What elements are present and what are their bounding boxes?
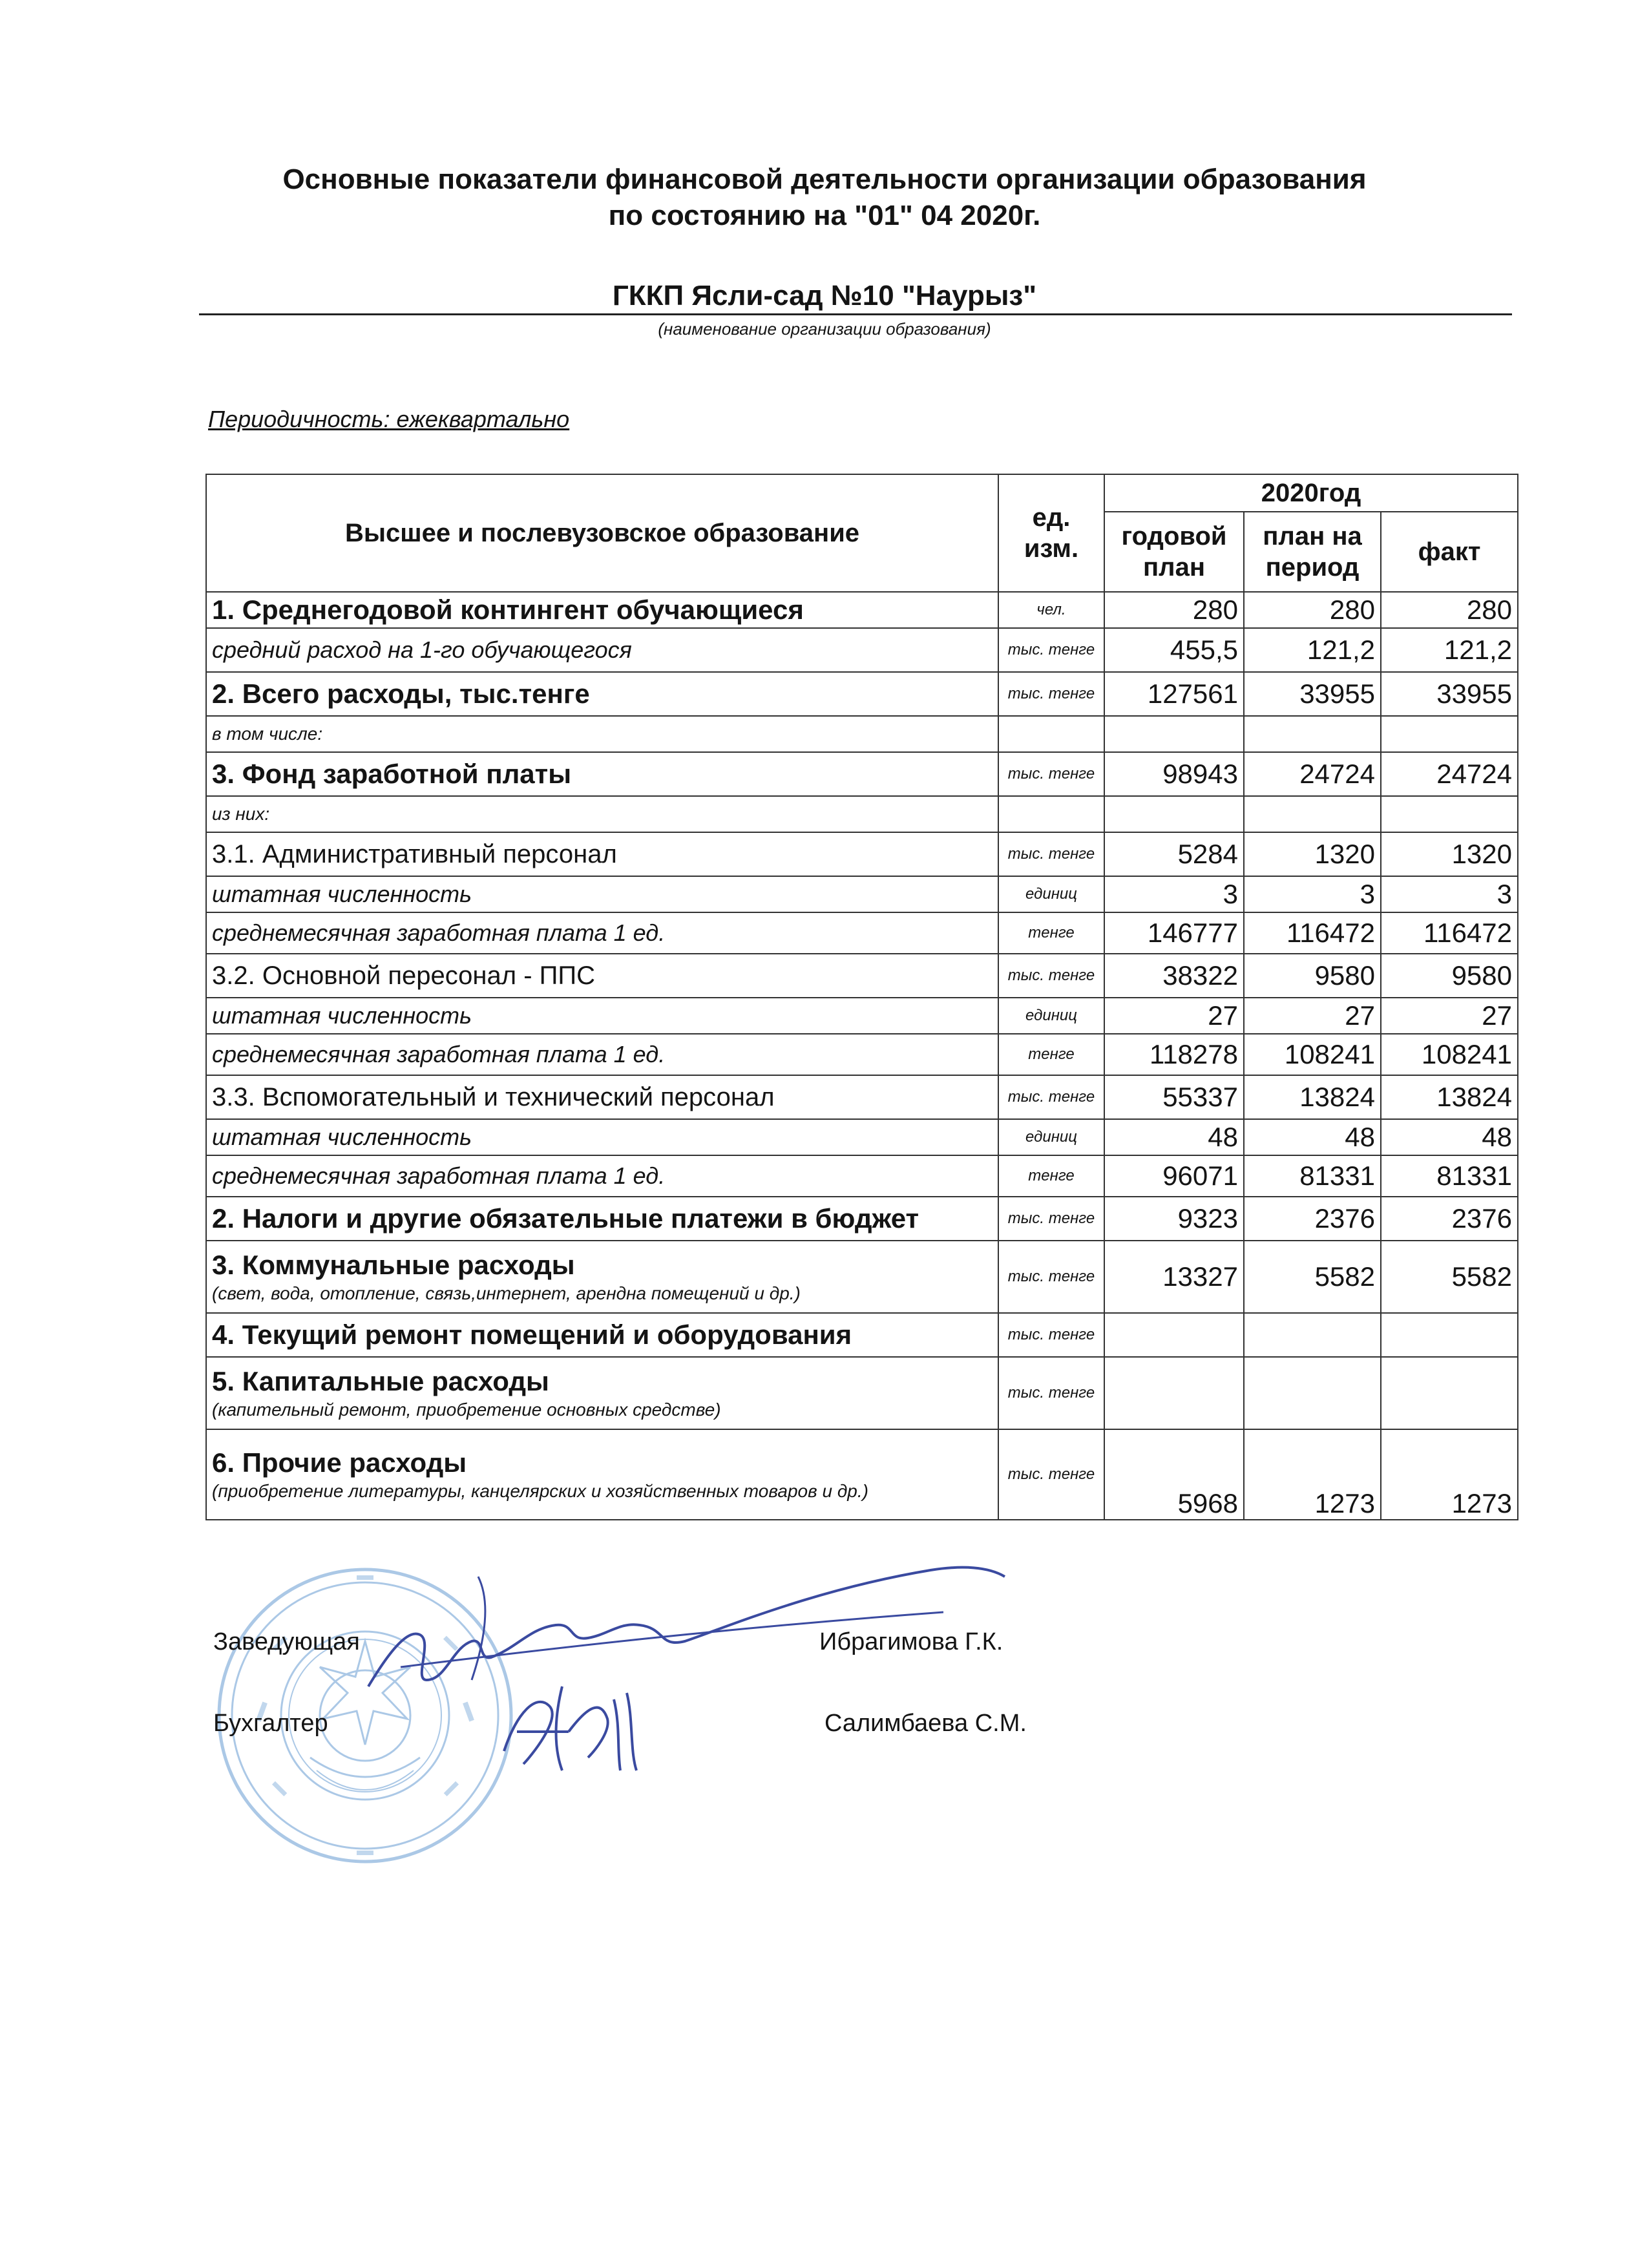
row-value-period xyxy=(1244,716,1381,752)
row-sublabel: (приобретение литературы, канцелярских и хозяйственных товаров и др.) xyxy=(212,1481,868,1501)
row-value-period: 3 xyxy=(1244,876,1381,912)
row-value-plan: 280 xyxy=(1104,592,1244,628)
row-value-period xyxy=(1244,796,1381,832)
row-unit: тыс. тенге xyxy=(998,832,1104,876)
row-unit: тенге xyxy=(998,1034,1104,1075)
row-unit: тыс. тенге xyxy=(998,1313,1104,1357)
organization-underline xyxy=(199,313,1512,315)
row-unit: единиц xyxy=(998,1119,1104,1155)
table-row xyxy=(206,1313,1518,1357)
table-row xyxy=(206,912,1518,954)
row-value-plan: 118278 xyxy=(1104,1034,1244,1075)
row-label: 2. Налоги и другие обязательные платежи в бюджет xyxy=(212,1203,919,1234)
row-unit: тыс. тенге xyxy=(998,672,1104,716)
row-value-fact: 81331 xyxy=(1381,1155,1518,1197)
row-value-plan: 127561 xyxy=(1104,672,1244,716)
row-label: 5. Капитальные расходы xyxy=(212,1366,549,1396)
row-value-period: 27 xyxy=(1244,998,1381,1034)
row-label-cell xyxy=(206,832,998,876)
row-value-period: 116472 xyxy=(1244,912,1381,954)
row-value-plan: 38322 xyxy=(1104,954,1244,998)
document-date: по состоянию на "01" 04 2020г. xyxy=(608,200,1041,231)
row-label-cell xyxy=(206,1119,998,1155)
row-value-period: 24724 xyxy=(1244,752,1381,796)
row-sublabel: (капительный ремонт, приобретение основных средстве) xyxy=(212,1400,721,1420)
row-value-period: 9580 xyxy=(1244,954,1381,998)
periodicity-label: Периодичность: ежеквартально xyxy=(208,406,570,432)
row-value-fact: 24724 xyxy=(1381,752,1518,796)
row-label-cell xyxy=(206,1313,998,1357)
row-value-plan: 455,5 xyxy=(1104,628,1244,672)
row-label-cell xyxy=(206,716,998,752)
row-value-fact xyxy=(1381,1313,1518,1357)
row-label-cell xyxy=(206,592,998,628)
row-sublabel: (свет, вода, отопление, связь,интернет, арендна помещений и др.) xyxy=(212,1283,801,1303)
organization-name: ГККП Ясли-сад №10 "Наурыз" xyxy=(612,280,1037,311)
row-label: среднемесячная заработная плата 1 ед. xyxy=(212,1041,666,1067)
table-row xyxy=(206,876,1518,912)
row-value-fact: 27 xyxy=(1381,998,1518,1034)
row-value-fact xyxy=(1381,796,1518,832)
row-value-period: 33955 xyxy=(1244,672,1381,716)
row-label-cell xyxy=(206,752,998,796)
row-label: из них: xyxy=(212,804,270,824)
row-value-fact: 9580 xyxy=(1381,954,1518,998)
row-value-fact: 2376 xyxy=(1381,1197,1518,1241)
row-label: штатная численность xyxy=(212,1124,472,1150)
row-value-fact: 108241 xyxy=(1381,1034,1518,1075)
row-value-plan xyxy=(1104,1357,1244,1429)
row-unit: тыс. тенге xyxy=(998,1241,1104,1313)
row-label-cell xyxy=(206,1197,998,1241)
row-label-cell xyxy=(206,954,998,998)
row-label-cell xyxy=(206,1241,998,1313)
row-value-plan: 9323 xyxy=(1104,1197,1244,1241)
role-accountant: Бухгалтер xyxy=(213,1710,328,1737)
row-value-fact: 1273 xyxy=(1381,1429,1518,1520)
row-label: 6. Прочие расходы xyxy=(212,1447,467,1478)
row-value-period: 108241 xyxy=(1244,1034,1381,1075)
row-unit: тыс. тенге xyxy=(998,1075,1104,1119)
row-label: 3.3. Вспомогательный и технический персонал xyxy=(212,1082,775,1111)
row-unit: тыс. тенге xyxy=(998,954,1104,998)
organization-caption: (наименование организации образования) xyxy=(658,319,991,339)
column-header-annual-plan: годовой план xyxy=(1104,512,1244,592)
row-label: 1. Среднегодовой контингент обучающиеся xyxy=(212,594,804,625)
row-value-plan: 98943 xyxy=(1104,752,1244,796)
row-label-cell xyxy=(206,628,998,672)
row-value-plan xyxy=(1104,796,1244,832)
row-value-period: 1320 xyxy=(1244,832,1381,876)
row-unit: тенге xyxy=(998,1155,1104,1197)
row-label: 3.1. Административный персонал xyxy=(212,839,617,868)
table-row xyxy=(206,954,1518,998)
table-row xyxy=(206,592,1518,628)
column-header-category: Высшее и послевузовское образование xyxy=(206,474,998,592)
row-label: штатная численность xyxy=(212,881,472,907)
row-value-period: 280 xyxy=(1244,592,1381,628)
row-unit: тыс. тенге xyxy=(998,1357,1104,1429)
row-value-fact xyxy=(1381,1357,1518,1429)
column-header-fact: факт xyxy=(1381,512,1518,592)
row-label-cell xyxy=(206,796,998,832)
table-row xyxy=(206,672,1518,716)
head-signature-icon xyxy=(362,1551,1008,1699)
row-value-period: 2376 xyxy=(1244,1197,1381,1241)
row-unit: чел. xyxy=(998,592,1104,628)
row-value-fact: 13824 xyxy=(1381,1075,1518,1119)
row-label: в том числе: xyxy=(212,724,323,744)
table-row xyxy=(206,1155,1518,1197)
column-header-unit: ед. изм. xyxy=(998,474,1104,592)
row-value-plan: 27 xyxy=(1104,998,1244,1034)
table-row xyxy=(206,628,1518,672)
row-label: 3. Коммунальные расходы xyxy=(212,1250,575,1280)
row-value-fact: 5582 xyxy=(1381,1241,1518,1313)
row-unit xyxy=(998,716,1104,752)
row-label-cell xyxy=(206,1429,998,1520)
row-value-plan: 5284 xyxy=(1104,832,1244,876)
row-value-period: 121,2 xyxy=(1244,628,1381,672)
row-label-cell xyxy=(206,1075,998,1119)
row-value-plan: 3 xyxy=(1104,876,1244,912)
row-label: средний расход на 1-го обучающегося xyxy=(212,636,632,663)
row-value-fact xyxy=(1381,716,1518,752)
row-value-plan: 146777 xyxy=(1104,912,1244,954)
row-value-fact: 33955 xyxy=(1381,672,1518,716)
row-label-cell xyxy=(206,1357,998,1429)
row-unit: тыс. тенге xyxy=(998,628,1104,672)
row-unit: тыс. тенге xyxy=(998,1197,1104,1241)
row-label-cell xyxy=(206,912,998,954)
table-row xyxy=(206,1429,1518,1520)
role-head: Заведующая xyxy=(213,1628,360,1655)
table-row xyxy=(206,1119,1518,1155)
name-accountant: Салимбаева С.М. xyxy=(824,1710,1027,1737)
name-head: Ибрагимова Г.К. xyxy=(819,1628,1003,1655)
row-value-plan: 5968 xyxy=(1104,1429,1244,1520)
row-unit: тенге xyxy=(998,912,1104,954)
document-title: Основные показатели финансовой деятельности организации образования xyxy=(282,163,1367,195)
financial-indicators-table xyxy=(205,474,1518,1520)
table-row xyxy=(206,1034,1518,1075)
row-value-fact: 121,2 xyxy=(1381,628,1518,672)
row-unit: единиц xyxy=(998,998,1104,1034)
row-value-plan: 96071 xyxy=(1104,1155,1244,1197)
row-unit: тыс. тенге xyxy=(998,1429,1104,1520)
row-label-cell xyxy=(206,876,998,912)
row-unit: тыс. тенге xyxy=(998,752,1104,796)
row-label: 3.2. Основной пересонал - ППС xyxy=(212,961,596,990)
table-row xyxy=(206,1197,1518,1241)
table-row xyxy=(206,832,1518,876)
row-label: штатная численность xyxy=(212,1002,472,1029)
row-value-period: 1273 xyxy=(1244,1429,1381,1520)
row-unit xyxy=(998,796,1104,832)
row-value-plan: 48 xyxy=(1104,1119,1244,1155)
row-unit: единиц xyxy=(998,876,1104,912)
table-row xyxy=(206,1241,1518,1313)
row-value-plan xyxy=(1104,1313,1244,1357)
row-label-cell xyxy=(206,672,998,716)
table-row xyxy=(206,1357,1518,1429)
column-header-period-plan: план на период xyxy=(1244,512,1381,592)
column-header-year: 2020год xyxy=(1104,474,1518,512)
table-row xyxy=(206,752,1518,796)
table-row xyxy=(206,998,1518,1034)
row-value-plan: 13327 xyxy=(1104,1241,1244,1313)
row-label-cell xyxy=(206,1155,998,1197)
row-value-plan: 55337 xyxy=(1104,1075,1244,1119)
row-label: 4. Текущий ремонт помещений и оборудования xyxy=(212,1319,852,1350)
row-label: среднемесячная заработная плата 1 ед. xyxy=(212,919,666,946)
row-value-fact: 3 xyxy=(1381,876,1518,912)
row-value-period: 13824 xyxy=(1244,1075,1381,1119)
row-value-fact: 1320 xyxy=(1381,832,1518,876)
accountant-signature-icon xyxy=(491,1674,659,1777)
table-row xyxy=(206,796,1518,832)
row-value-period xyxy=(1244,1313,1381,1357)
row-label: 2. Всего расходы, тыс.тенге xyxy=(212,678,590,709)
row-value-plan xyxy=(1104,716,1244,752)
row-value-period: 5582 xyxy=(1244,1241,1381,1313)
row-value-period xyxy=(1244,1357,1381,1429)
row-value-fact: 116472 xyxy=(1381,912,1518,954)
row-label-cell xyxy=(206,1034,998,1075)
row-value-period: 48 xyxy=(1244,1119,1381,1155)
row-label-cell xyxy=(206,998,998,1034)
row-label: среднемесячная заработная плата 1 ед. xyxy=(212,1162,666,1189)
table-row xyxy=(206,716,1518,752)
row-value-fact: 280 xyxy=(1381,592,1518,628)
row-value-period: 81331 xyxy=(1244,1155,1381,1197)
row-value-fact: 48 xyxy=(1381,1119,1518,1155)
row-label: 3. Фонд заработной платы xyxy=(212,759,572,789)
table-row xyxy=(206,1075,1518,1119)
